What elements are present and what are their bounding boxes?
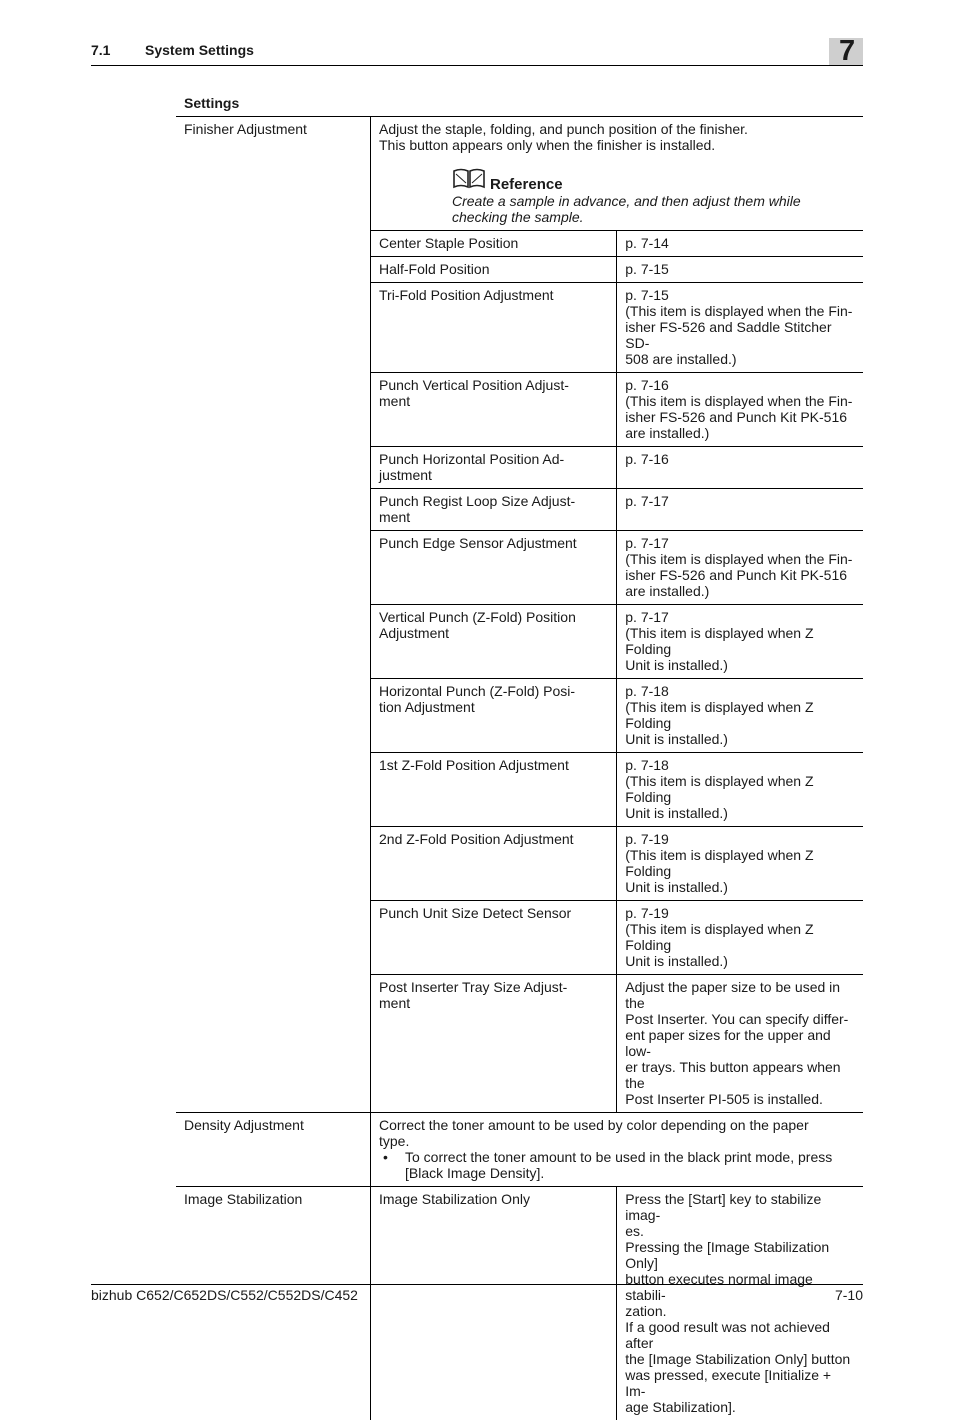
finisher-item-label-line: Half-Fold Position — [379, 261, 608, 277]
finisher-desc-line2: This button appears only when the finisher is installed. — [379, 137, 855, 153]
finisher-item-detail-line: (This item is displayed when Z Folding — [625, 921, 855, 953]
finisher-item-detail — [617, 257, 863, 283]
finisher-item-label-line: 1st Z-Fold Position Adjustment — [379, 757, 608, 773]
finisher-item-label-line: ment — [379, 509, 608, 525]
finisher-row — [176, 117, 863, 231]
finisher-item-label — [371, 531, 617, 605]
finisher-item-detail-line: isher FS-526 and Punch Kit PK-516 — [625, 567, 855, 583]
finisher-item-detail-line: p. 7-16 — [625, 451, 855, 467]
chapter-number: 7 — [839, 33, 855, 69]
density-adjustment-label: Density Adjustment — [176, 1113, 371, 1187]
reference-line1: Create a sample in advance, and then adjust them while — [452, 193, 855, 209]
finisher-item-label-line: Punch Unit Size Detect Sensor — [379, 905, 608, 921]
stabilization-desc-line: zation. — [625, 1303, 855, 1319]
stabilization-desc-line: button executes normal image stabili- — [625, 1271, 855, 1303]
finisher-item-label-line: Punch Regist Loop Size Adjust- — [379, 493, 608, 509]
finisher-item-detail-line: are installed.) — [625, 583, 855, 599]
finisher-item-detail-line: p. 7-19 — [625, 905, 855, 921]
finisher-desc-line1: Adjust the staple, folding, and punch position of the finisher. — [379, 121, 855, 137]
section-number: 7.1 — [91, 42, 110, 58]
finisher-item-label-line: Tri-Fold Position Adjustment — [379, 287, 608, 303]
footer-page-number: 7-10 — [835, 1287, 863, 1303]
finisher-item-detail-line: p. 7-17 — [625, 535, 855, 551]
finisher-item-label-line: Center Staple Position — [379, 235, 608, 251]
finisher-item-detail-line: p. 7-15 — [625, 287, 855, 303]
finisher-item-label — [371, 257, 617, 283]
section-header-title: System Settings — [145, 42, 254, 58]
finisher-adjustment-label: Finisher Adjustment — [176, 117, 371, 1113]
finisher-item-detail-line: p. 7-19 — [625, 831, 855, 847]
finisher-item-detail-line: p. 7-17 — [625, 493, 855, 509]
finisher-item-detail — [617, 827, 863, 901]
finisher-item-label — [371, 975, 617, 1113]
finisher-item-label-line: Punch Vertical Position Adjust- — [379, 377, 608, 393]
finisher-item-detail — [617, 231, 863, 257]
finisher-item-label-line: ment — [379, 995, 608, 1011]
finisher-item-detail — [617, 753, 863, 827]
density-bullet — [379, 1149, 855, 1181]
finisher-item-detail-line: er trays. This button appears when the — [625, 1059, 855, 1091]
footer-model: bizhub C652/C652DS/C552/C552DS/C452 — [91, 1287, 358, 1303]
finisher-item-detail-line: (This item is displayed when Z Folding — [625, 699, 855, 731]
stabilization-desc-line: age Stabilization]. — [625, 1399, 855, 1415]
finisher-item-label — [371, 679, 617, 753]
density-bullet-line2: [Black Image Density]. — [405, 1165, 832, 1181]
finisher-item-label-line: Adjustment — [379, 625, 608, 641]
finisher-item-detail — [617, 679, 863, 753]
finisher-item-detail-line: p. 7-14 — [625, 235, 855, 251]
stabilization-desc-line: was pressed, execute [Initialize + Im- — [625, 1367, 855, 1399]
reference-block — [452, 167, 855, 225]
finisher-item-label — [371, 901, 617, 975]
finisher-item-detail-line: Unit is installed.) — [625, 879, 855, 895]
finisher-item-detail-line: (This item is displayed when Z Folding — [625, 625, 855, 657]
finisher-item-label-line: justment — [379, 467, 608, 483]
stabilization-item: Image Stabilization Only — [371, 1187, 617, 1420]
finisher-item-detail — [617, 283, 863, 373]
finisher-item-label-line: tion Adjustment — [379, 699, 608, 715]
finisher-item-label — [371, 605, 617, 679]
bullet-icon: • — [379, 1149, 405, 1181]
finisher-item-detail — [617, 605, 863, 679]
reference-line2: checking the sample. — [452, 209, 855, 225]
density-desc-line1: Correct the toner amount to be used by color depending on the paper — [379, 1117, 855, 1133]
finisher-item-detail — [617, 447, 863, 489]
finisher-item-label-line: Vertical Punch (Z-Fold) Position — [379, 609, 608, 625]
finisher-item-label-line: 2nd Z-Fold Position Adjustment — [379, 831, 608, 847]
finisher-item-label-line: Punch Edge Sensor Adjustment — [379, 535, 608, 551]
finisher-item-label — [371, 447, 617, 489]
finisher-item-detail-line: (This item is displayed when Z Folding — [625, 847, 855, 879]
settings-title: Settings — [184, 95, 239, 111]
finisher-item-detail-line: Unit is installed.) — [625, 657, 855, 673]
finisher-item-detail-line: Unit is installed.) — [625, 953, 855, 969]
finisher-description — [371, 117, 864, 231]
finisher-item-detail-line: (This item is displayed when the Fin- — [625, 303, 855, 319]
finisher-item-detail-line: p. 7-18 — [625, 683, 855, 699]
stabilization-description — [617, 1187, 863, 1420]
finisher-item-label-line: Horizontal Punch (Z-Fold) Posi- — [379, 683, 608, 699]
finisher-item-detail-line: (This item is displayed when the Fin- — [625, 393, 855, 409]
finisher-item-detail-line: p. 7-15 — [625, 261, 855, 277]
finisher-item-detail-line: isher FS-526 and Punch Kit PK-516 — [625, 409, 855, 425]
finisher-item-detail — [617, 373, 863, 447]
stabilization-row — [176, 1187, 863, 1420]
finisher-item-detail-line: (This item is displayed when Z Folding — [625, 773, 855, 805]
settings-table — [176, 116, 863, 1420]
finisher-item-label — [371, 827, 617, 901]
finisher-item-detail-line: ent paper sizes for the upper and low- — [625, 1027, 855, 1059]
finisher-item-detail-line: Post Inserter. You can specify differ- — [625, 1011, 855, 1027]
finisher-item-detail-line: p. 7-18 — [625, 757, 855, 773]
finisher-item-detail-line: p. 7-16 — [625, 377, 855, 393]
header-rule — [91, 65, 863, 66]
finisher-item-detail-line: Adjust the paper size to be used in the — [625, 979, 855, 1011]
finisher-item-detail-line: 508 are installed.) — [625, 351, 855, 367]
stabilization-desc-line: Press the [Start] key to stabilize imag- — [625, 1191, 855, 1223]
finisher-item-label — [371, 283, 617, 373]
finisher-item-label-line: Post Inserter Tray Size Adjust- — [379, 979, 608, 995]
density-bullet-line1: To correct the toner amount to be used in the black print mode, press — [405, 1149, 832, 1165]
book-icon — [452, 167, 486, 193]
finisher-item-label — [371, 231, 617, 257]
stabilization-desc-line: If a good result was not achieved after — [625, 1319, 855, 1351]
finisher-item-detail-line: isher FS-526 and Saddle Stitcher SD- — [625, 319, 855, 351]
finisher-item-detail — [617, 901, 863, 975]
finisher-item-label — [371, 489, 617, 531]
finisher-item-label-line: ment — [379, 393, 608, 409]
finisher-item-detail-line: are installed.) — [625, 425, 855, 441]
footer-rule — [91, 1284, 863, 1285]
finisher-item-detail — [617, 975, 863, 1113]
stabilization-desc-line: Pressing the [Image Stabilization Only] — [625, 1239, 855, 1271]
finisher-item-detail-line: Unit is installed.) — [625, 731, 855, 747]
stabilization-desc-line: es. — [625, 1223, 855, 1239]
finisher-item-label — [371, 373, 617, 447]
stabilization-desc-line: the [Image Stabilization Only] button — [625, 1351, 855, 1367]
reference-title: Reference — [490, 177, 563, 193]
finisher-item-detail-line: Unit is installed.) — [625, 805, 855, 821]
finisher-item-detail — [617, 531, 863, 605]
finisher-item-label — [371, 753, 617, 827]
density-desc-line2: type. — [379, 1133, 855, 1149]
finisher-item-label-line: Punch Horizontal Position Ad- — [379, 451, 608, 467]
finisher-item-detail-line: p. 7-17 — [625, 609, 855, 625]
finisher-item-detail — [617, 489, 863, 531]
image-stabilization-label: Image Stabilization — [176, 1187, 371, 1420]
density-description — [371, 1113, 864, 1187]
finisher-item-detail-line: (This item is displayed when the Fin- — [625, 551, 855, 567]
finisher-item-detail-line: Post Inserter PI-505 is installed. — [625, 1091, 855, 1107]
density-row — [176, 1113, 863, 1187]
